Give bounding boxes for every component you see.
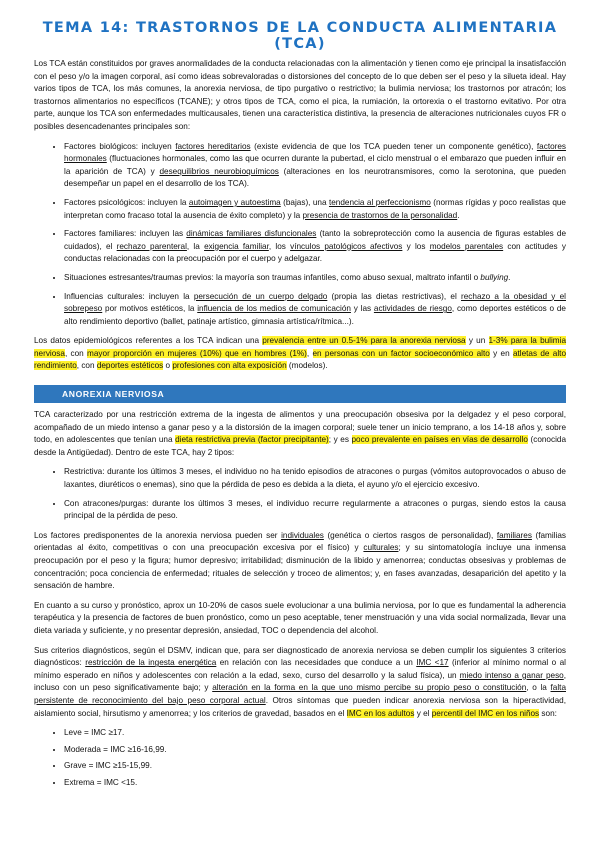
epidemiology-paragraph: Los datos epidemiológicos referentes a los TCA indican una prevalencia entre un 0.5-1% para la anorexia nerviosa y un 1-3% para la bulimia nerviosa, con mayor proporción en mujeres (10%) que en hombres (1%), en personas con un factor socioeconómico alto y en atletas de alto rendimiento, con deportes estéticos o profesiones con alta exposición (modelos).: [34, 336, 567, 371]
risk-factors-list: [34, 141, 566, 329]
diagnostic-criteria-paragraph: Sus criterios diagnósticos, según el DSMV, indican que, para ser diagnosticado de anorexia nerviosa se deben cumplir los siguientes 3 criterios diagnósticos: restricción de la ingesta energética en relación con las necesidades que conduce a un IMC <17 (inferior al mínimo normal o al mínimo esperado en niños y adolescentes con relación a la edad, sexo, curso del desarrollo y la salud física), un miedo intenso a ganar peso, incluso con un peso significativamente bajo; y alteración en la forma en la que uno mismo percibe su propio peso o constitución, o la falta persistente de reconocimiento del bajo peso corporal actual. Otros síntomas que pueden indicar anorexia nerviosa son la hiperactividad, aislamiento social, hirsutismo y amenorrea; y los criterios de gravedad, basados en el IMC en los adultos y el percentil del IMC en los niños son:: [34, 645, 566, 718]
list-item-psychological: • Factores psicológicos: incluyen la autoimagen y autoestima (bajas), una tendencia al perfeccionismo (normas rígidas y poco realistas que interpretan como fracaso total la ausencia de éxito completo) y la presencia de trastornos de la personalidad.: [64, 197, 566, 222]
list-item-severity-moderate: • Moderada = IMC ≥16-16,99.: [64, 744, 566, 757]
list-item-severity-severe: • Grave = IMC ≥15-15,99.: [64, 760, 566, 773]
anorexia-types-list: [34, 466, 566, 522]
predisposing-factors-paragraph: Los factores predisponentes de la anorexia nerviosa pueden ser individuales (genética o ciertos rasgos de personalidad), familiares (familias orientadas al éxito, competitivas o con una preocupación excesiva por el físico) y culturales; y su sintomatología incluye una inmensa preocupación por el peso y la figura; humor depresivo; irritabilidad; disminución de la libido y amenorrea; conductas obsesivas y problemas de concentración; poca conciencia de enfermedad; rituales de selección y troceo de alimentos; y, en fases avanzadas, desaparición del apetito y la sensación de hambre.: [34, 530, 566, 591]
list-item-biological: • Factores biológicos: incluyen factores hereditarios (existe evidencia de que los TCA pueden tener un componente genético), factores hormonales (fluctuaciones hormonales, como las que ocurren durante la pubertad, el ciclo menstrual o el embarazo que pueden influir en la aparición de TCA) y desequilibrios neurobioquímicos (alteraciones en los neurotransmisores, como la serotonina, que pueden desempeñar un papel en el desarrollo de los TCA).: [64, 141, 566, 191]
list-item-binge-purge: • Con atracones/purgas: durante los últimos 3 meses, el individuo recurre regularmente a atracones o purgas, siendo estos la causa principal de la pérdida de peso.: [64, 498, 566, 523]
severity-list: [34, 727, 566, 789]
list-item-cultural: • Influencias culturales: incluyen la persecución de un cuerpo delgado (propia las dietas restrictivas), el rechazo a la obesidad y el sobrepeso por motivos estéticos, la influencia de los medios de comunicación y las actividades de riesgo, como deportes estéticos o de alto rendimiento deportivo (ballet, patinaje artístico, gimnasia artística/rítmica...).: [64, 291, 566, 329]
list-item-trauma: • Situaciones estresantes/traumas previos: la mayoría son traumas infantiles, como abuso sexual, maltrato infantil o bullying.: [64, 272, 566, 285]
section-header-anorexia: ANOREXIA NERVIOSA: [34, 385, 566, 403]
page-title: TEMA 14: TRASTORNOS DE LA CONDUCTA ALIMENTARIA (TCA): [42, 20, 558, 52]
anorexia-definition-paragraph: TCA caracterizado por una restricción extrema de la ingesta de alimentos y una preocupación obsesiva por la delgadez y el peso corporal, acompañado de un miedo intenso a ganar peso y a la distorsión de la imagen corporal; suele tener un inicio temprano, a los 14-18 años y, sobre todo, en adolescentes que tenían una dieta restrictiva previa (factor precipitante); y es poco prevalente en países en vías de desarrollo (conocida desde la Antigüedad). Dentro de este TCA, hay 2 tipos:: [34, 410, 566, 457]
prognosis-paragraph: En cuanto a su curso y pronóstico, aprox un 10-20% de casos suele evolucionar a una bulimia nerviosa, por lo que es fundamental la adherencia terapéutica y la presencia de factores de buen pronóstico, como un peso aceptable, tener menstruación y una vida social normalizada, llevar una dieta variada y suficiente, y no presentar depresión, ansiedad, TOC o dependencia del alcohol.: [34, 600, 566, 635]
list-item-severity-extreme: • Extrema = IMC <15.: [64, 777, 566, 790]
list-item-restrictive: • Restrictiva: durante los últimos 3 meses, el individuo no ha tenido episodios de atracones o purgas (vómitos autoprovocados o abuso de laxantes, diuréticos o enemas), sino que la pérdida de peso es debida a la dieta, el ayuno y/o el ejercicio excesivo.: [64, 466, 566, 491]
list-item-family: • Factores familiares: incluyen las dinámicas familiares disfuncionales (tanto la sobreprotección como la ausencia de figuras estables de cuidados), el rechazo parenteral, la exigencia familiar, los vínculos patológicos afectivos y los modelos parentales con actitudes y conductas relacionadas con la preocupación por el cuerpo y adelgazar.: [64, 228, 566, 266]
list-item-severity-mild: • Leve = IMC ≥17.: [64, 727, 566, 740]
intro-paragraph: Los TCA están constituidos por graves anormalidades de la conducta relacionadas con la alimentación y tienen como eje principal la insatisfacción con el peso y/o la imagen corporal, así como ideas sobrevaloradas o distorsiones del concepto de lo que deben ser el peso y la silueta ideal. Hay varios tipos de TCA, los más comunes, la anorexia nerviosa, de tipo purgativo o restrictivo; la bulimia nerviosa; los trastornos por atracón; los trastornos alimentarios no específicos (TCANE); y otros tipos de TCA, como el pica, la rumiación, la ortorexia o el trastorno evitativo. Por otra parte, aunque los TCA son enfermedades multicausales, tienen una característica distintiva, la presencia de alteraciones nutricionales cuyos FR o posibles desencadenantes principales son:: [34, 59, 566, 131]
